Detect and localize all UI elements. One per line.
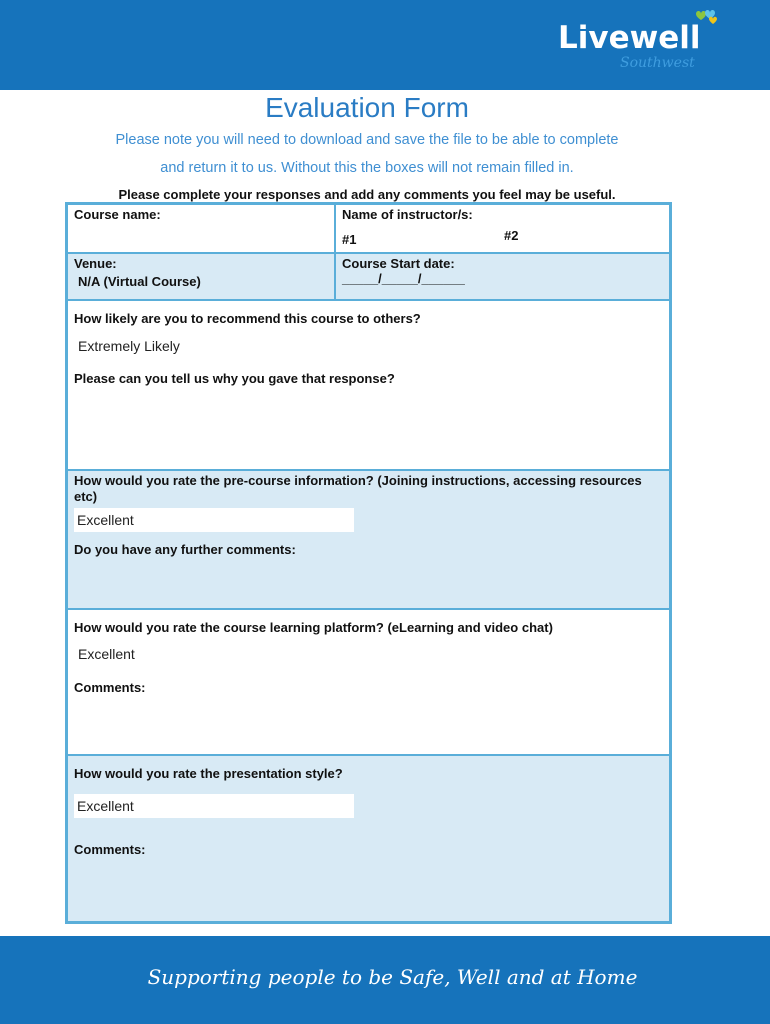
course-name-cell[interactable] — [67, 204, 335, 253]
question-block-presentation — [67, 755, 670, 922]
question-recommend: How likely are you to recommend this course to others? — [74, 311, 421, 326]
question-block-platform — [67, 609, 670, 755]
start-date-field[interactable]: _____/_____/______ — [342, 271, 465, 286]
header-band — [0, 0, 770, 90]
answer-platform-field[interactable]: Excellent — [78, 646, 135, 662]
comment-field-recommend[interactable] — [74, 391, 664, 463]
comment-field-platform[interactable] — [74, 700, 664, 750]
answer-pre-course-field[interactable]: Excellent — [74, 508, 354, 532]
question-block-pre-course — [67, 470, 670, 609]
page-title: Evaluation Form — [265, 92, 469, 123]
comment-field-pre-course[interactable] — [74, 561, 664, 605]
logo-text: Livewell — [558, 20, 701, 56]
question-presentation: How would you rate the presentation style? — [74, 766, 343, 781]
hearts-icon — [694, 8, 720, 30]
instructor-cell — [335, 204, 670, 253]
start-date-label: Course Start date: — [342, 256, 455, 271]
question-pre-course: How would you rate the pre-course information? (Joining instructions, accessing resources etc) — [74, 473, 642, 504]
download-note-line-1: Please note you will need to download and save the file to be able to complete — [115, 132, 619, 148]
comment-field-presentation[interactable] — [74, 862, 664, 917]
comment-label-recommend: Please can you tell us why you gave that response? — [74, 371, 395, 386]
venue-field[interactable]: N/A (Virtual Course) — [78, 274, 201, 289]
comment-label-presentation: Comments: — [74, 842, 146, 857]
instructor-1-field[interactable]: #1 — [342, 232, 357, 247]
venue-cell — [67, 253, 335, 300]
answer-presentation-field[interactable]: Excellent — [74, 794, 354, 818]
intro-text: Please complete your responses and add any comments you feel may be useful. — [118, 187, 616, 202]
livewell-logo — [558, 18, 728, 78]
question-platform: How would you rate the course learning platform? (eLearning and video chat) — [74, 620, 553, 635]
start-date-cell — [335, 253, 670, 300]
question-block-recommend — [67, 300, 670, 470]
instructor-label: Name of instructor/s: — [342, 207, 473, 222]
download-note-line-2: and return it to us. Without this the boxes will not remain filled in. — [160, 160, 574, 176]
comment-label-platform: Comments: — [74, 680, 146, 695]
answer-recommend-field[interactable]: Extremely Likely — [78, 338, 180, 354]
evaluation-form — [65, 202, 672, 924]
instructor-2-field[interactable]: #2 — [504, 228, 519, 243]
footer-tagline: Supporting people to be Safe, Well and at Home — [147, 965, 638, 989]
comment-label-pre-course: Do you have any further comments: — [74, 542, 296, 557]
logo-subtext: Southwest — [620, 55, 695, 71]
course-name-label: Course name: — [74, 207, 161, 222]
venue-label: Venue: — [74, 256, 117, 271]
